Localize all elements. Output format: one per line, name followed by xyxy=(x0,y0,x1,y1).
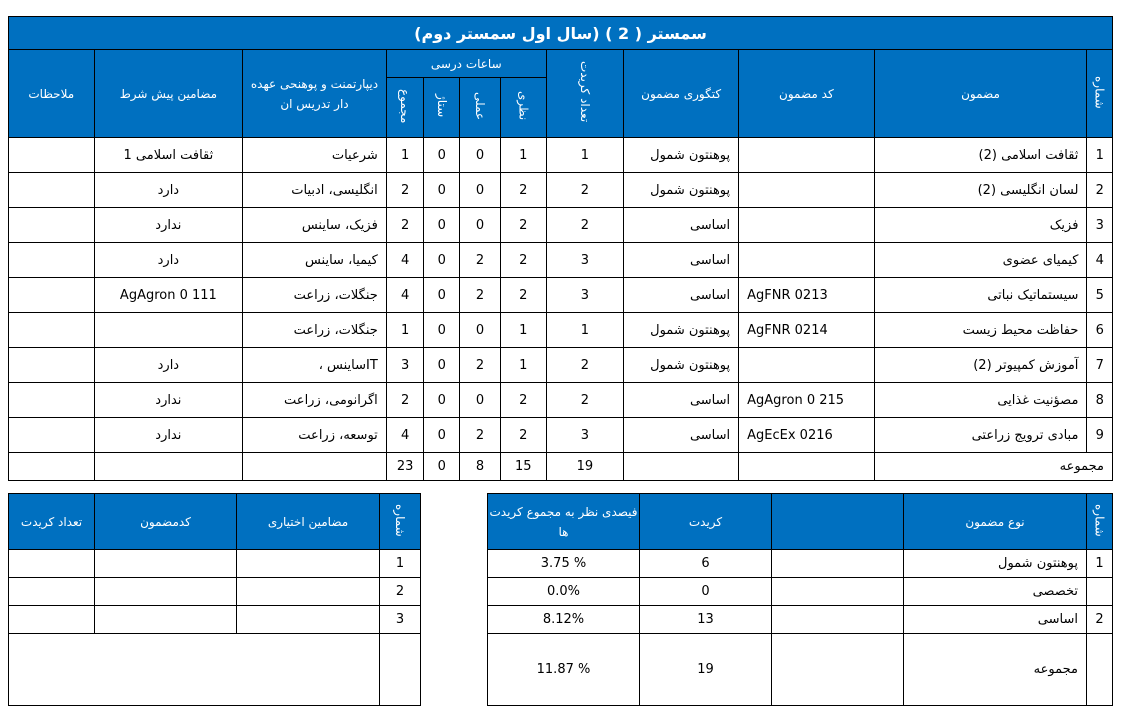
total-code xyxy=(739,453,874,481)
row-dept: اگرانومی، زراعت xyxy=(243,383,387,418)
row-stage: 0 xyxy=(424,348,460,383)
row-total: 1 xyxy=(386,138,424,173)
row-stage: 0 xyxy=(424,383,460,418)
row-prereq: ندارد xyxy=(94,418,243,453)
sum-header-credits: کریدت xyxy=(640,494,772,550)
sum-row-num: 2 xyxy=(1087,606,1113,634)
opt-row-credits xyxy=(9,578,95,606)
table-title: سمستر ( 2 ) (سال اول سمستر دوم) xyxy=(9,17,1113,50)
opt-header-code: کدمضمون xyxy=(95,494,237,550)
row-total: 2 xyxy=(386,208,424,243)
sum-row-percent: 0.0% xyxy=(488,578,640,606)
row-code xyxy=(739,243,874,278)
row-subject: سیستماتیک نباتی xyxy=(874,278,1087,313)
row-category: پوهنتون شمول xyxy=(624,348,739,383)
opt-row-num: 2 xyxy=(380,578,421,606)
row-code: AgFNR 0213 xyxy=(739,278,874,313)
sum-table-row xyxy=(488,550,1113,578)
row-theory: 2 xyxy=(500,243,546,278)
row-category: اساسی xyxy=(624,278,739,313)
opt-row-subject xyxy=(237,550,380,578)
row-code: AgAgron 0 215 xyxy=(739,383,874,418)
opt-row-credits xyxy=(9,550,95,578)
row-num: 3 xyxy=(1087,208,1113,243)
total-stage: 0 xyxy=(424,453,460,481)
row-category: پوهنتون شمول xyxy=(624,313,739,348)
total-hours: 23 xyxy=(386,453,424,481)
opt-blank-row xyxy=(9,634,421,706)
sum-header-percent: فیصدی نظر به مجموع کریدت ها xyxy=(488,494,640,550)
header-stage-label: ستاژ xyxy=(434,94,449,118)
table-row xyxy=(9,138,1113,173)
row-total: 4 xyxy=(386,278,424,313)
opt-row-code xyxy=(95,550,237,578)
row-stage: 0 xyxy=(424,173,460,208)
row-num: 8 xyxy=(1087,383,1113,418)
row-credits: 2 xyxy=(546,383,623,418)
row-credits: 2 xyxy=(546,348,623,383)
row-code xyxy=(739,138,874,173)
row-practical: 2 xyxy=(460,243,501,278)
table-row xyxy=(9,418,1113,453)
header-stage xyxy=(424,78,460,138)
row-notes xyxy=(9,208,95,243)
header-total-label: مجموع xyxy=(398,88,413,124)
row-theory: 2 xyxy=(500,278,546,313)
sum-row-percent: 8.12% xyxy=(488,606,640,634)
row-notes xyxy=(9,173,95,208)
row-subject: مبادی ترویج زراعتی xyxy=(874,418,1087,453)
row-theory: 1 xyxy=(500,348,546,383)
row-prereq: AgAgron 0 111 xyxy=(94,278,243,313)
opt-blank-cell xyxy=(9,634,380,706)
row-total: 4 xyxy=(386,418,424,453)
header-theory xyxy=(500,78,546,138)
sum-total-row xyxy=(488,634,1113,706)
total-practical: 8 xyxy=(460,453,501,481)
row-dept: توسعه، زراعت xyxy=(243,418,387,453)
row-code: AgFNR 0214 xyxy=(739,313,874,348)
row-subject: ثقافت اسلامی (2) xyxy=(874,138,1087,173)
sum-row-type: تخصصی xyxy=(904,578,1087,606)
total-row xyxy=(9,453,1113,481)
row-practical: 2 xyxy=(460,348,501,383)
header-theory-label: نظری xyxy=(516,91,531,121)
row-code: AgEcEx 0216 xyxy=(739,418,874,453)
row-num: 7 xyxy=(1087,348,1113,383)
row-theory: 2 xyxy=(500,383,546,418)
row-num: 9 xyxy=(1087,418,1113,453)
opt-row-num: 1 xyxy=(380,550,421,578)
row-credits: 1 xyxy=(546,313,623,348)
opt-table-row xyxy=(9,578,421,606)
sum-row-num xyxy=(1087,578,1113,606)
table-row xyxy=(9,208,1113,243)
row-practical: 0 xyxy=(460,383,501,418)
row-practical: 0 xyxy=(460,138,501,173)
row-theory: 1 xyxy=(500,138,546,173)
row-theory: 2 xyxy=(500,418,546,453)
row-total: 2 xyxy=(386,173,424,208)
row-notes xyxy=(9,348,95,383)
sum-row-percent: 3.75 % xyxy=(488,550,640,578)
row-stage: 0 xyxy=(424,138,460,173)
row-subject: مصؤنیت غذایی xyxy=(874,383,1087,418)
opt-table-row xyxy=(9,550,421,578)
row-practical: 0 xyxy=(460,313,501,348)
row-total: 1 xyxy=(386,313,424,348)
row-practical: 2 xyxy=(460,418,501,453)
row-subject: کیمیای عضوی xyxy=(874,243,1087,278)
row-num: 4 xyxy=(1087,243,1113,278)
row-practical: 2 xyxy=(460,278,501,313)
row-category: اساسی xyxy=(624,243,739,278)
row-dept: جنگلات، زراعت xyxy=(243,313,387,348)
row-subject: حفاظت محیط زیست xyxy=(874,313,1087,348)
sum-row-blank xyxy=(772,550,904,578)
semester-course-table xyxy=(8,16,1113,481)
credit-summary-table xyxy=(487,493,1113,706)
row-credits: 2 xyxy=(546,173,623,208)
sum-total-percent: 11.87 % xyxy=(488,634,640,706)
header-notes: ملاحظات xyxy=(9,50,95,138)
row-dept: ، ساینسIT xyxy=(243,348,387,383)
row-prereq: دارد xyxy=(94,173,243,208)
opt-row-subject xyxy=(237,578,380,606)
table-row xyxy=(9,383,1113,418)
header-prereq: مضامین پیش شرط xyxy=(94,50,243,138)
row-num: 1 xyxy=(1087,138,1113,173)
row-stage: 0 xyxy=(424,418,460,453)
total-prereq xyxy=(94,453,243,481)
header-category: کتگوری مضمون xyxy=(624,50,739,138)
sum-row-credits: 0 xyxy=(640,578,772,606)
row-dept: شرعیات xyxy=(243,138,387,173)
row-prereq xyxy=(94,313,243,348)
row-code xyxy=(739,208,874,243)
sum-row-credits: 6 xyxy=(640,550,772,578)
row-total: 3 xyxy=(386,348,424,383)
row-category: اساسی xyxy=(624,208,739,243)
sum-row-type: پوهنتون شمول xyxy=(904,550,1087,578)
row-credits: 3 xyxy=(546,278,623,313)
header-subject: مضمون xyxy=(874,50,1087,138)
table-row xyxy=(9,348,1113,383)
sum-total-blank xyxy=(772,634,904,706)
row-prereq: ثقافت اسلامی 1 xyxy=(94,138,243,173)
total-category xyxy=(624,453,739,481)
row-category: پوهنتون شمول xyxy=(624,173,739,208)
sum-row-blank xyxy=(772,606,904,634)
header-practical xyxy=(460,78,501,138)
header-credits xyxy=(546,50,623,138)
row-notes xyxy=(9,383,95,418)
header-num-label: شماره xyxy=(1092,75,1107,109)
row-theory: 1 xyxy=(500,313,546,348)
opt-header-num-label: شماره xyxy=(393,503,407,537)
row-num: 6 xyxy=(1087,313,1113,348)
sum-table-row xyxy=(488,606,1113,634)
sum-row-type: اساسی xyxy=(904,606,1087,634)
row-stage: 0 xyxy=(424,278,460,313)
header-total xyxy=(386,78,424,138)
row-theory: 2 xyxy=(500,208,546,243)
row-num: 5 xyxy=(1087,278,1113,313)
header-hours-group: ساعات درسی xyxy=(386,50,546,78)
row-subject: فزیک xyxy=(874,208,1087,243)
optional-subjects-table xyxy=(8,493,421,706)
row-num: 2 xyxy=(1087,173,1113,208)
header-code: کد مضمون xyxy=(739,50,874,138)
row-stage: 0 xyxy=(424,313,460,348)
opt-header-num xyxy=(380,494,421,550)
row-notes xyxy=(9,278,95,313)
row-notes xyxy=(9,418,95,453)
opt-header-credits: تعداد کریدت xyxy=(9,494,95,550)
row-practical: 0 xyxy=(460,208,501,243)
opt-row-subject xyxy=(237,606,380,634)
total-theory: 15 xyxy=(500,453,546,481)
row-prereq: ندارد xyxy=(94,208,243,243)
row-subject: آموزش کمپیوتر (2) xyxy=(874,348,1087,383)
row-total: 2 xyxy=(386,383,424,418)
sum-header-type: نوع مضمون xyxy=(904,494,1087,550)
row-dept: انگلیسی، ادبیات xyxy=(243,173,387,208)
opt-table-row xyxy=(9,606,421,634)
total-notes xyxy=(9,453,95,481)
sum-header-blank xyxy=(772,494,904,550)
total-label: مجموعه xyxy=(874,453,1112,481)
row-credits: 3 xyxy=(546,418,623,453)
table-row xyxy=(9,313,1113,348)
sum-row-blank xyxy=(772,578,904,606)
row-dept: کیمیا، ساینس xyxy=(243,243,387,278)
row-credits: 3 xyxy=(546,243,623,278)
header-credits-label: تعداد کریدت xyxy=(577,61,592,123)
row-stage: 0 xyxy=(424,243,460,278)
row-theory: 2 xyxy=(500,173,546,208)
row-credits: 1 xyxy=(546,138,623,173)
row-notes xyxy=(9,138,95,173)
row-prereq: ندارد xyxy=(94,383,243,418)
row-prereq: دارد xyxy=(94,348,243,383)
row-category: اساسی xyxy=(624,383,739,418)
row-stage: 0 xyxy=(424,208,460,243)
row-category: اساسی xyxy=(624,418,739,453)
table-row xyxy=(9,243,1113,278)
header-practical-label: عملی xyxy=(472,91,487,121)
row-category: پوهنتون شمول xyxy=(624,138,739,173)
row-credits: 2 xyxy=(546,208,623,243)
row-dept: فزیک، ساینس xyxy=(243,208,387,243)
sum-total-num xyxy=(1087,634,1113,706)
sum-table-row xyxy=(488,578,1113,606)
row-practical: 0 xyxy=(460,173,501,208)
row-prereq: دارد xyxy=(94,243,243,278)
total-credits: 19 xyxy=(546,453,623,481)
row-notes xyxy=(9,243,95,278)
sum-row-credits: 13 xyxy=(640,606,772,634)
opt-row-code xyxy=(95,606,237,634)
row-dept: جنگلات، زراعت xyxy=(243,278,387,313)
row-notes xyxy=(9,313,95,348)
row-code xyxy=(739,348,874,383)
opt-row-credits xyxy=(9,606,95,634)
total-dept xyxy=(243,453,387,481)
row-code xyxy=(739,173,874,208)
row-total: 4 xyxy=(386,243,424,278)
sum-header-num-label: شماره xyxy=(1092,503,1107,537)
row-subject: لسان انگلیسی (2) xyxy=(874,173,1087,208)
opt-blank-num xyxy=(380,634,421,706)
header-dept: دیپارتمنت و پوهنحی عهده دار تدریس ان xyxy=(243,50,387,138)
header-num xyxy=(1087,50,1113,138)
sum-total-label: مجموعه xyxy=(904,634,1087,706)
table-row xyxy=(9,173,1113,208)
sum-row-num: 1 xyxy=(1087,550,1113,578)
table-row xyxy=(9,278,1113,313)
sum-header-num xyxy=(1087,494,1113,550)
opt-row-num: 3 xyxy=(380,606,421,634)
opt-row-code xyxy=(95,578,237,606)
opt-header-subject: مضامین اختیاری xyxy=(237,494,380,550)
sum-total-credits: 19 xyxy=(640,634,772,706)
